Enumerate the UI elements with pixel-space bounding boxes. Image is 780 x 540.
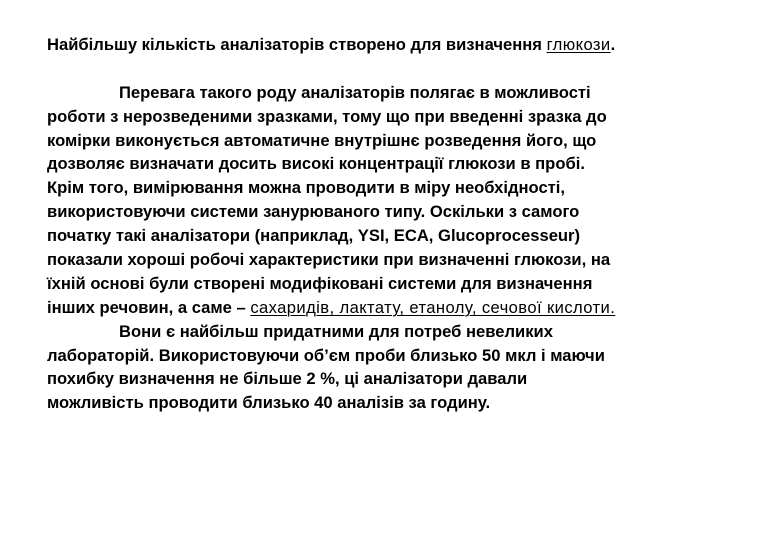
paragraph-line: похибку визначення не більше 2 %, ці аналізатори давали [47, 369, 528, 389]
paragraph-line: Перевага такого роду аналізаторів полягає в можливості [119, 82, 591, 102]
glucose-link[interactable]: глюкози [546, 35, 611, 54]
heading-text: Найбільшу кількість аналізаторів створено для визначення [47, 35, 547, 54]
paragraph-line: Вони є найбільш придатними для потреб невеликих [119, 321, 553, 341]
paragraph-line: лабораторій. Використовуючи об’єм проби близько 50 мкл і маючи [47, 345, 605, 365]
paragraph-line: Крім того, вимірювання можна проводити в міру необхідності, [47, 178, 566, 198]
paragraph-line: їхній основі були створені модифіковані системи для визначення [47, 273, 593, 293]
paragraph-line: роботи з нерозведеними зразками, тому що при введенні зразка до [47, 106, 607, 126]
substances-link[interactable]: сахаридів, лактату, етанолу, сечової кислоти. [250, 297, 616, 317]
paragraph-line: показали хороші робочі характеристики при визначенні глюкози, на [47, 250, 611, 270]
heading-line [47, 33, 757, 57]
paragraph-line: початку такі аналізатори (наприклад, YSI, ECA, Glucoprocesseur) [47, 226, 581, 246]
paragraph-line: можливість проводити близько 40 аналізів за годину. [47, 393, 491, 413]
paragraph-line [47, 296, 757, 320]
slide-text [47, 33, 757, 415]
paragraph-line: комірки виконується автоматичне внутрішнє розведення його, що [47, 130, 597, 150]
paragraph-line-text: інших речовин, а саме – [47, 297, 251, 317]
spacer [47, 57, 757, 81]
paragraph-line: дозволяє визначати досить високі концентрації глюкози в пробі. [47, 154, 585, 174]
heading-period: . [610, 35, 616, 54]
paragraph-line: використовуючи системи занурюваного типу. Оскільки з самого [47, 202, 580, 222]
